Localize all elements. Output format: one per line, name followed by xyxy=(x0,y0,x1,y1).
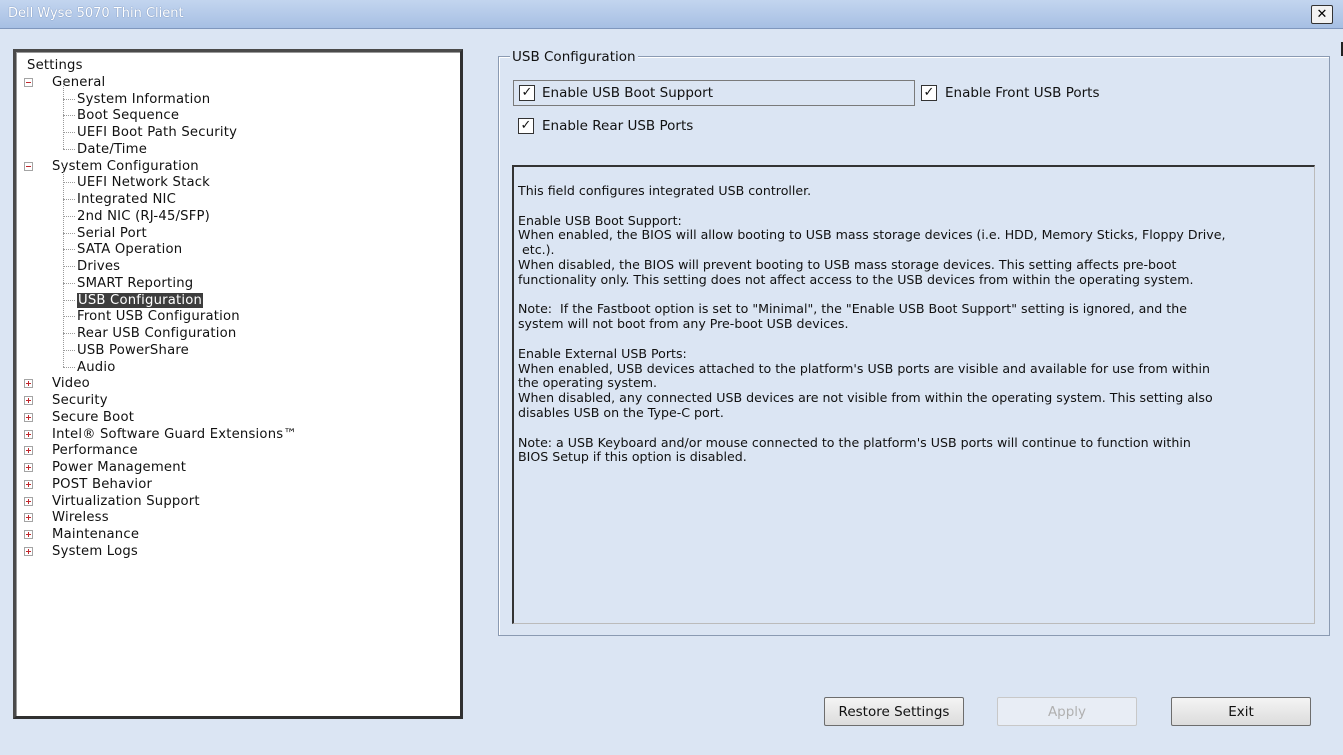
close-button[interactable]: ✕ xyxy=(1311,5,1333,24)
tree-item-post-behavior[interactable] xyxy=(52,476,152,493)
enable-front-usb-ports-option[interactable] xyxy=(917,81,1217,105)
tree-connector xyxy=(63,233,75,234)
tree-item-front-usb-configuration[interactable] xyxy=(77,308,240,325)
tree-item-security[interactable] xyxy=(52,392,108,409)
tree-item-general[interactable] xyxy=(52,74,105,91)
tree-item-usb-configuration-label: USB Configuration xyxy=(78,292,203,308)
tree-item-front-usb-configuration-label: Front USB Configuration xyxy=(77,309,240,325)
tree-item-uefi-network-stack-label: UEFI Network Stack xyxy=(77,175,211,191)
tree-item-smart-reporting[interactable] xyxy=(77,275,193,292)
tree-item-system-logs[interactable] xyxy=(52,543,138,560)
tree-item-usb-configuration[interactable] xyxy=(77,292,203,309)
tree-item-secure-boot[interactable] xyxy=(52,409,134,426)
tree-connector xyxy=(63,350,75,351)
restore-settings-button[interactable]: Restore Settings xyxy=(824,697,964,726)
enable-usb-boot-support-option[interactable] xyxy=(513,80,915,106)
tree-item-integrated-nic[interactable] xyxy=(77,191,176,208)
tree-item-usb-powershare-label: USB PowerShare xyxy=(77,342,189,358)
tree-item-post-behavior-label: POST Behavior xyxy=(52,476,153,492)
tree-item-power-management[interactable] xyxy=(52,459,186,476)
expand-icon[interactable] xyxy=(24,463,33,472)
help-paragraph: Enable USB Boot Support: When enabled, the BIOS will allow booting to USB mass storage devices (i.e. HDD, Memory Sticks, Floppy Drive, etc.). When disabled, the BIOS will prevent booting to USB mass storage devices. This setting affects pre-boot functionality only. This setting does not affect access to the USB devices from within the operating system. xyxy=(518,212,1226,287)
tree-connector xyxy=(63,316,75,317)
tree-connector xyxy=(63,82,64,149)
tree-item-power-management-label: Power Management xyxy=(52,460,187,475)
rear-usb-ports-label: Enable Rear USB Ports xyxy=(542,118,694,134)
tree-item-system-information-label: System Information xyxy=(77,91,211,107)
collapse-icon[interactable] xyxy=(24,78,33,87)
tree-connector xyxy=(63,115,75,116)
tree-item-uefi-boot-path-security-label: UEFI Boot Path Security xyxy=(77,125,238,140)
front-usb-ports-checkbox[interactable]: ✓ xyxy=(921,85,937,101)
enable-rear-usb-ports-option[interactable] xyxy=(514,114,814,138)
tree-item-system-configuration-label: System Configuration xyxy=(52,158,199,174)
help-description-box xyxy=(512,165,1315,624)
tree-item-uefi-network-stack[interactable] xyxy=(77,174,210,191)
tree-item-secure-boot-label: Secure Boot xyxy=(52,409,135,425)
expand-icon[interactable] xyxy=(24,547,33,556)
tree-item-usb-powershare[interactable] xyxy=(77,342,189,359)
expand-icon[interactable] xyxy=(24,497,33,506)
collapse-icon[interactable] xyxy=(24,162,33,171)
tree-connector xyxy=(63,132,75,133)
tree-connector xyxy=(63,166,64,367)
tree-root-settings[interactable] xyxy=(27,57,83,74)
tree-item-boot-sequence-label: Boot Sequence xyxy=(77,108,180,124)
tree-item-boot-sequence[interactable] xyxy=(77,107,179,124)
tree-connector xyxy=(63,216,75,217)
tree-item-rear-usb-configuration-label: Rear USB Configuration xyxy=(77,326,237,341)
tree-item-sata-operation-label: SATA Operation xyxy=(77,242,183,258)
tree-item-general-label: General xyxy=(52,74,106,90)
apply-button[interactable]: Apply xyxy=(997,697,1137,726)
tree-connector xyxy=(63,182,75,183)
tree-item-intel-software-guard-extensions-[interactable] xyxy=(52,426,297,443)
tree-item-integrated-nic-label: Integrated NIC xyxy=(77,192,177,207)
tree-item-virtualization-support-label: Virtualization Support xyxy=(52,493,200,509)
tree-item-video[interactable] xyxy=(52,375,90,392)
tree-item-sata-operation[interactable] xyxy=(77,241,182,258)
settings-tree[interactable] xyxy=(13,49,463,719)
expand-icon[interactable] xyxy=(24,430,33,439)
tree-item-maintenance[interactable] xyxy=(52,526,139,543)
tree-item-date-time-label: Date/Time xyxy=(77,141,148,157)
tree-item-system-logs-label: System Logs xyxy=(52,543,138,559)
tree-item-serial-port-label: Serial Port xyxy=(77,225,147,241)
expand-icon[interactable] xyxy=(24,446,33,455)
help-paragraph: Note: a USB Keyboard and/or mouse connected to the platform's USB ports will continue to function within BIOS Setup if this option is disabled. xyxy=(518,434,1191,465)
tree-item-serial-port[interactable] xyxy=(77,225,147,242)
tree-item-performance-label: Performance xyxy=(52,443,138,459)
expand-icon[interactable] xyxy=(24,379,33,388)
tree-item-system-configuration[interactable] xyxy=(52,158,199,175)
title-bar xyxy=(0,0,1343,29)
help-paragraph: Enable External USB Ports: When enabled, USB devices attached to the platform's USB ports are visible and available for use from within the operating system. When disabled, any connected USB devices are not visible from within the operating system. This setting also disables USB on the Type-C port. xyxy=(518,345,1213,420)
tree-item-smart-reporting-label: SMART Reporting xyxy=(77,275,194,291)
tree-item-2nd-nic-rj-45-sfp-[interactable] xyxy=(77,208,210,225)
tree-connector xyxy=(63,199,75,200)
tree-item-2nd-nic-rj-45-sfp--label: 2nd NIC (RJ-45/SFP) xyxy=(77,208,211,224)
tree-connector xyxy=(63,333,75,334)
tree-connector xyxy=(63,249,75,250)
help-paragraph: Note: If the Fastboot option is set to "Minimal", the "Enable USB Boot Support" setting is ignored, and the system will not boot from any Pre-boot USB devices. xyxy=(518,301,1187,332)
tree-item-virtualization-support[interactable] xyxy=(52,493,200,510)
expand-icon[interactable] xyxy=(24,396,33,405)
tree-connector xyxy=(63,99,75,100)
tree-item-maintenance-label: Maintenance xyxy=(52,527,140,542)
tree-item-drives[interactable] xyxy=(77,258,120,275)
tree-connector xyxy=(63,266,75,267)
help-paragraph: This field configures integrated USB controller. xyxy=(518,183,812,198)
tree-item-audio[interactable] xyxy=(77,359,115,376)
expand-icon[interactable] xyxy=(24,413,33,422)
tree-item-drives-label: Drives xyxy=(77,259,121,274)
client-area xyxy=(0,29,1343,755)
tree-item-date-time[interactable] xyxy=(77,141,147,158)
tree-connector xyxy=(63,283,75,284)
tree-item-system-information[interactable] xyxy=(77,91,210,108)
tree-item-security-label: Security xyxy=(52,393,108,408)
tree-item-wireless-label: Wireless xyxy=(52,510,109,526)
tree-item-video-label: Video xyxy=(52,376,90,392)
tree-item-intel-software-guard-extensions--label: Intel® Software Guard Extensions™ xyxy=(52,426,297,442)
tree-root-settings-label: Settings xyxy=(27,58,83,73)
expand-icon[interactable] xyxy=(24,530,33,539)
tree-item-audio-label: Audio xyxy=(77,359,116,375)
window-title: Dell Wyse 5070 Thin Client xyxy=(8,6,184,21)
tree-connector xyxy=(63,300,75,301)
tree-item-performance[interactable] xyxy=(52,442,138,459)
usb-boot-support-label: Enable USB Boot Support xyxy=(542,85,714,101)
tree-connector xyxy=(63,367,75,368)
group-title: USB Configuration xyxy=(512,49,636,65)
rear-usb-ports-checkbox[interactable]: ✓ xyxy=(518,118,534,134)
exit-button[interactable]: Exit xyxy=(1171,697,1311,726)
usb-boot-support-checkbox[interactable]: ✓ xyxy=(519,85,535,101)
tree-connector xyxy=(63,149,75,150)
tree-item-rear-usb-configuration[interactable] xyxy=(77,325,236,342)
expand-icon[interactable] xyxy=(24,513,33,522)
tree-item-uefi-boot-path-security[interactable] xyxy=(77,124,237,141)
front-usb-ports-label: Enable Front USB Ports xyxy=(945,85,1100,101)
tree-item-wireless[interactable] xyxy=(52,509,109,526)
expand-icon[interactable] xyxy=(24,480,33,489)
